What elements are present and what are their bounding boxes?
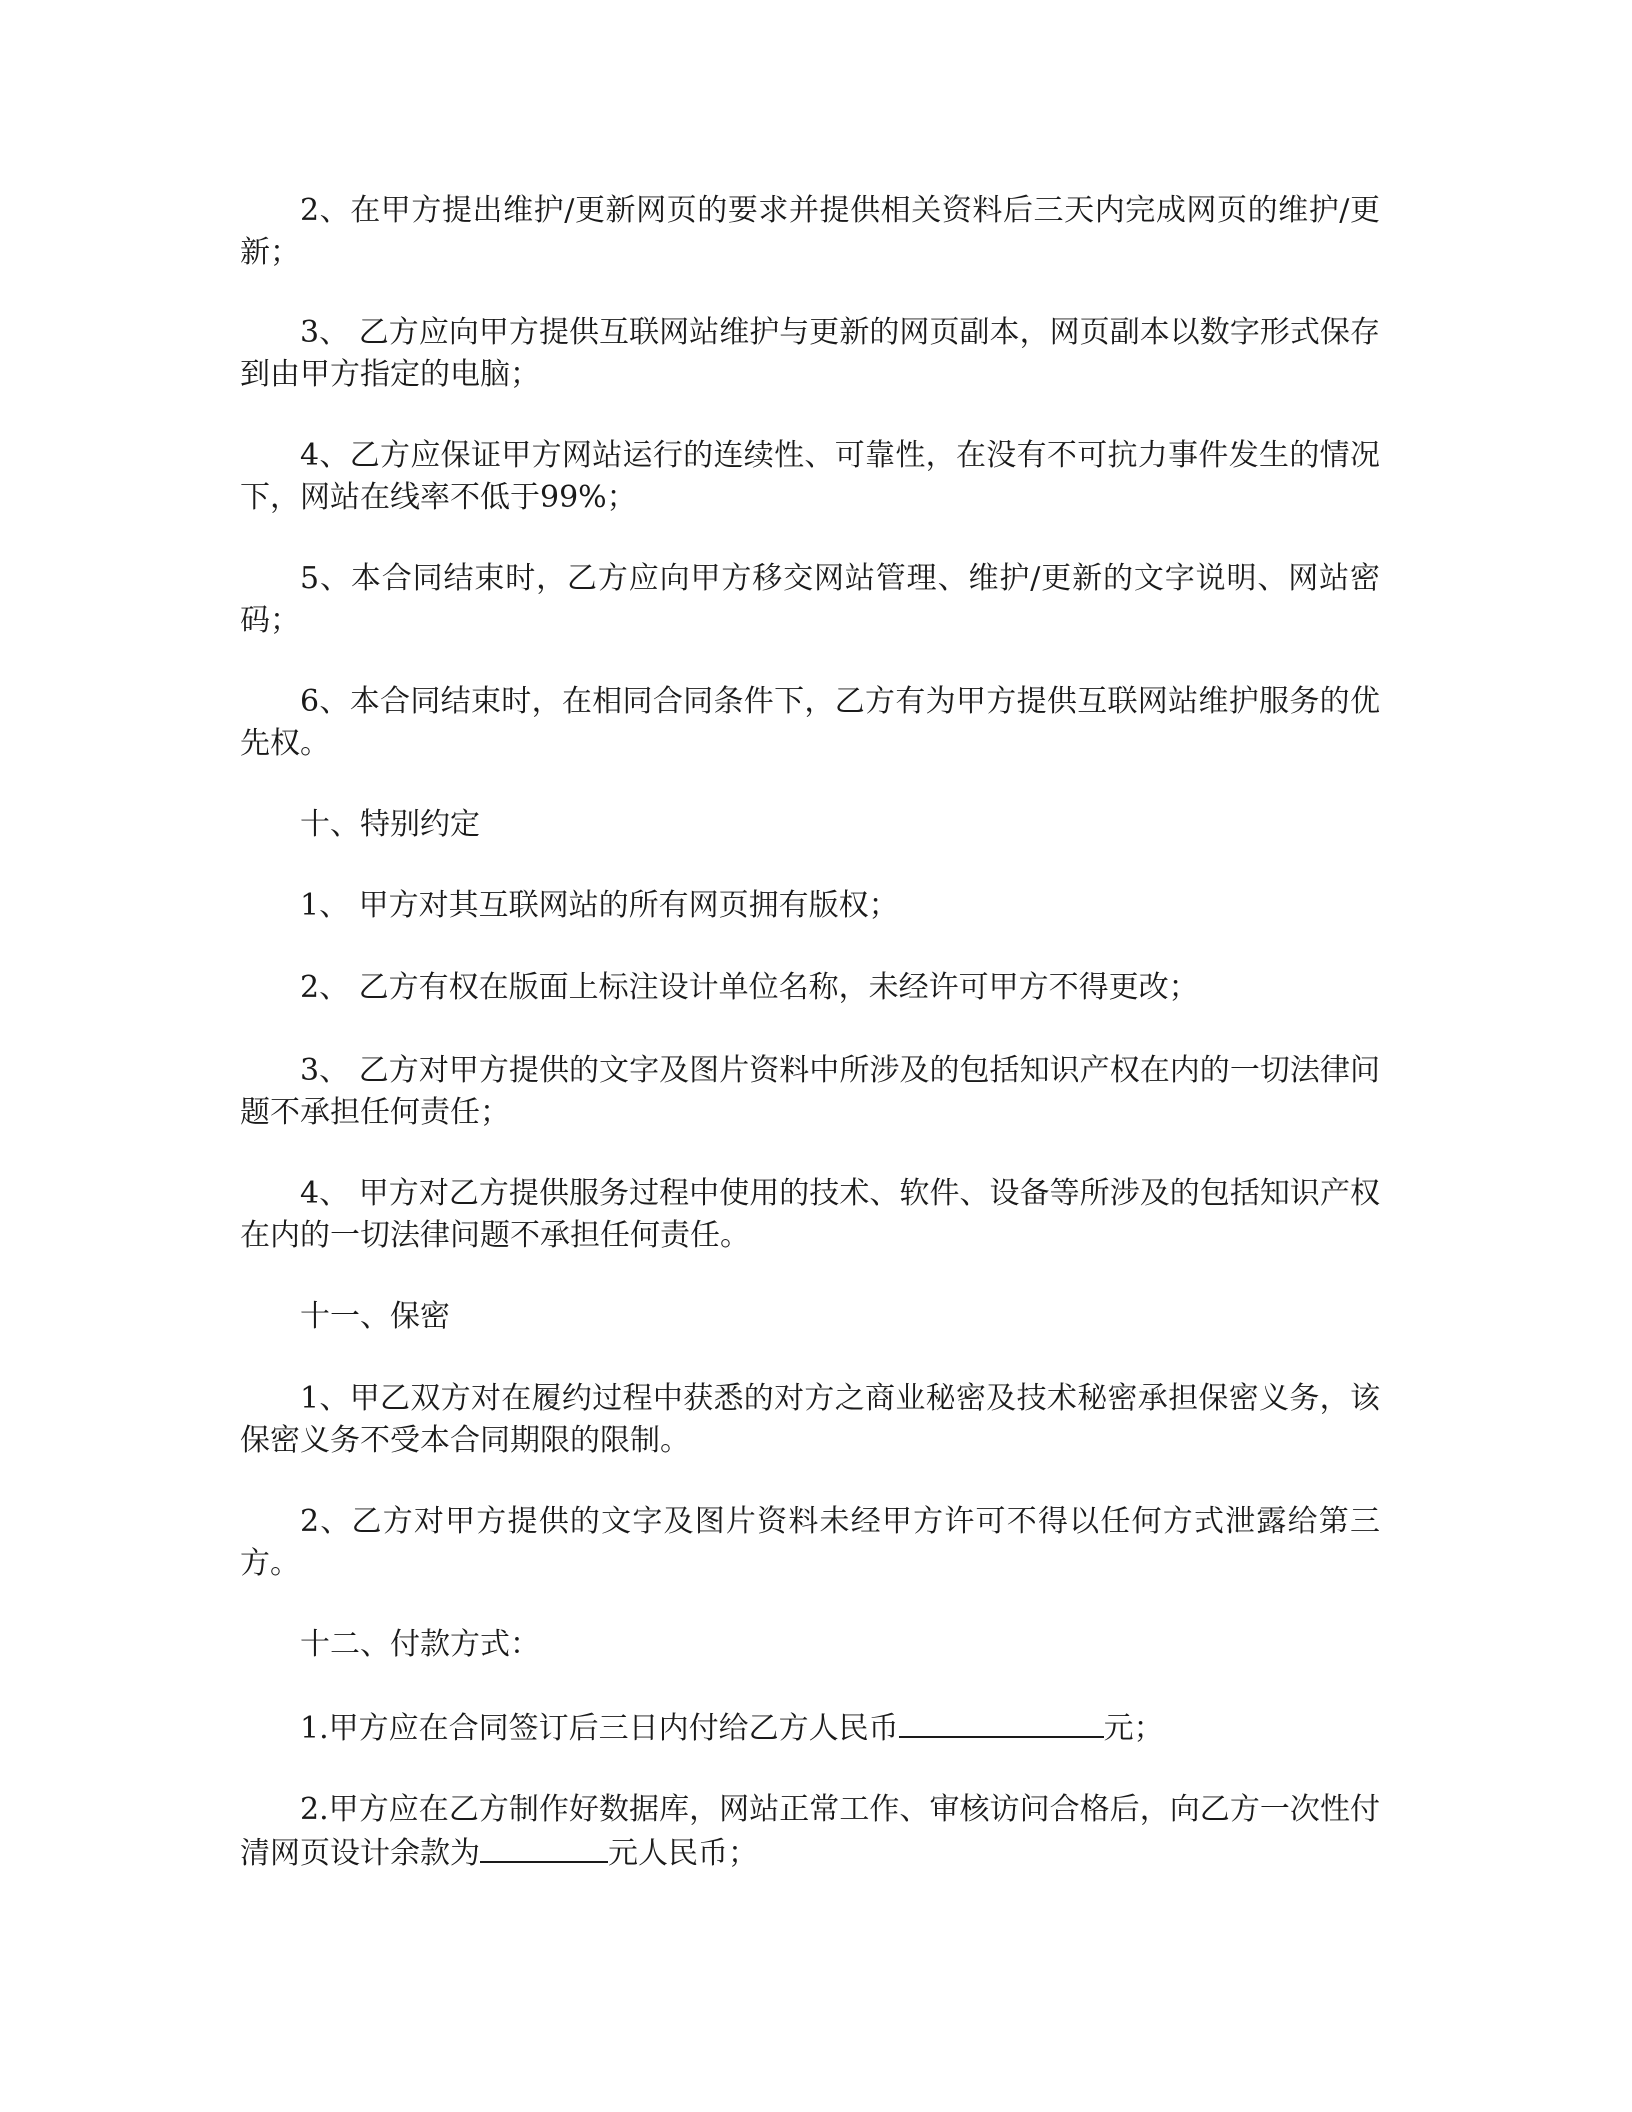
paragraph-designer-label: 2、 乙方有权在版面上标注设计单位名称，未经许可甲方不得更改； bbox=[300, 970, 1199, 1005]
paragraph-confidentiality-duty: 1、甲乙双方对在履约过程中获悉的对方之商业秘密及技术秘密承担保密义务，该保密义务不受本合同期限的限制。 bbox=[240, 1381, 1380, 1458]
payment-item1-text: 1.甲方应在合同签订后三日内付给乙方人民币 bbox=[300, 1711, 899, 1746]
paragraph-priority-right: 6、本合同结束时，在相同合同条件下，乙方有为甲方提供互联网站维护服务的优先权。 bbox=[240, 684, 1380, 761]
amount-blank-line bbox=[899, 1706, 1104, 1738]
paragraph-payment-item2 bbox=[240, 1789, 1380, 1875]
paragraph-webpage-copy: 3、 乙方应向甲方提供互联网站维护与更新的网页副本，网页副本以数字形式保存到由甲方指定的电脑； bbox=[240, 315, 1380, 392]
paragraph-liability-materials: 3、 乙方对甲方提供的文字及图片资料中所涉及的包括知识产权在内的一切法律问题不承担任何责任； bbox=[240, 1053, 1380, 1130]
paragraph-handover: 5、本合同结束时，乙方应向甲方移交网站管理、维护/更新的文字说明、网站密码； bbox=[240, 561, 1380, 638]
paragraph-liability-services: 4、 甲方对乙方提供服务过程中使用的技术、软件、设备等所涉及的包括知识产权在内的一切法律问题不承担任何责任。 bbox=[240, 1176, 1380, 1253]
payment-item2-text: 2.甲方应在乙方制作好数据库，网站正常工作、审核访问合格后，向乙方一次性付清网页设计余款为 bbox=[240, 1792, 1380, 1871]
payment-item2-unit: 元人民币； bbox=[608, 1836, 758, 1871]
balance-blank-line bbox=[480, 1831, 608, 1863]
paragraph-payment-item1 bbox=[240, 1706, 1380, 1750]
section-heading-special-terms: 十、特别约定 bbox=[300, 807, 480, 842]
section-heading-confidentiality: 十一、保密 bbox=[300, 1299, 450, 1334]
paragraph-no-disclosure: 2、乙方对甲方提供的文字及图片资料未经甲方许可不得以任何方式泄露给第三方。 bbox=[240, 1504, 1380, 1581]
paragraph-copyright: 1、 甲方对其互联网站的所有网页拥有版权； bbox=[300, 888, 899, 923]
section-heading-payment: 十二、付款方式： bbox=[300, 1627, 540, 1662]
payment-item1-unit: 元； bbox=[1103, 1711, 1164, 1746]
paragraph-site-reliability: 4、乙方应保证甲方网站运行的连续性、可靠性，在没有不可抗力事件发生的情况下，网站在线率不低于99%； bbox=[240, 438, 1380, 515]
document-page bbox=[240, 0, 1380, 2112]
paragraph-maintenance-update: 2、在甲方提出维护/更新网页的要求并提供相关资料后三天内完成网页的维护/更新； bbox=[240, 193, 1380, 270]
